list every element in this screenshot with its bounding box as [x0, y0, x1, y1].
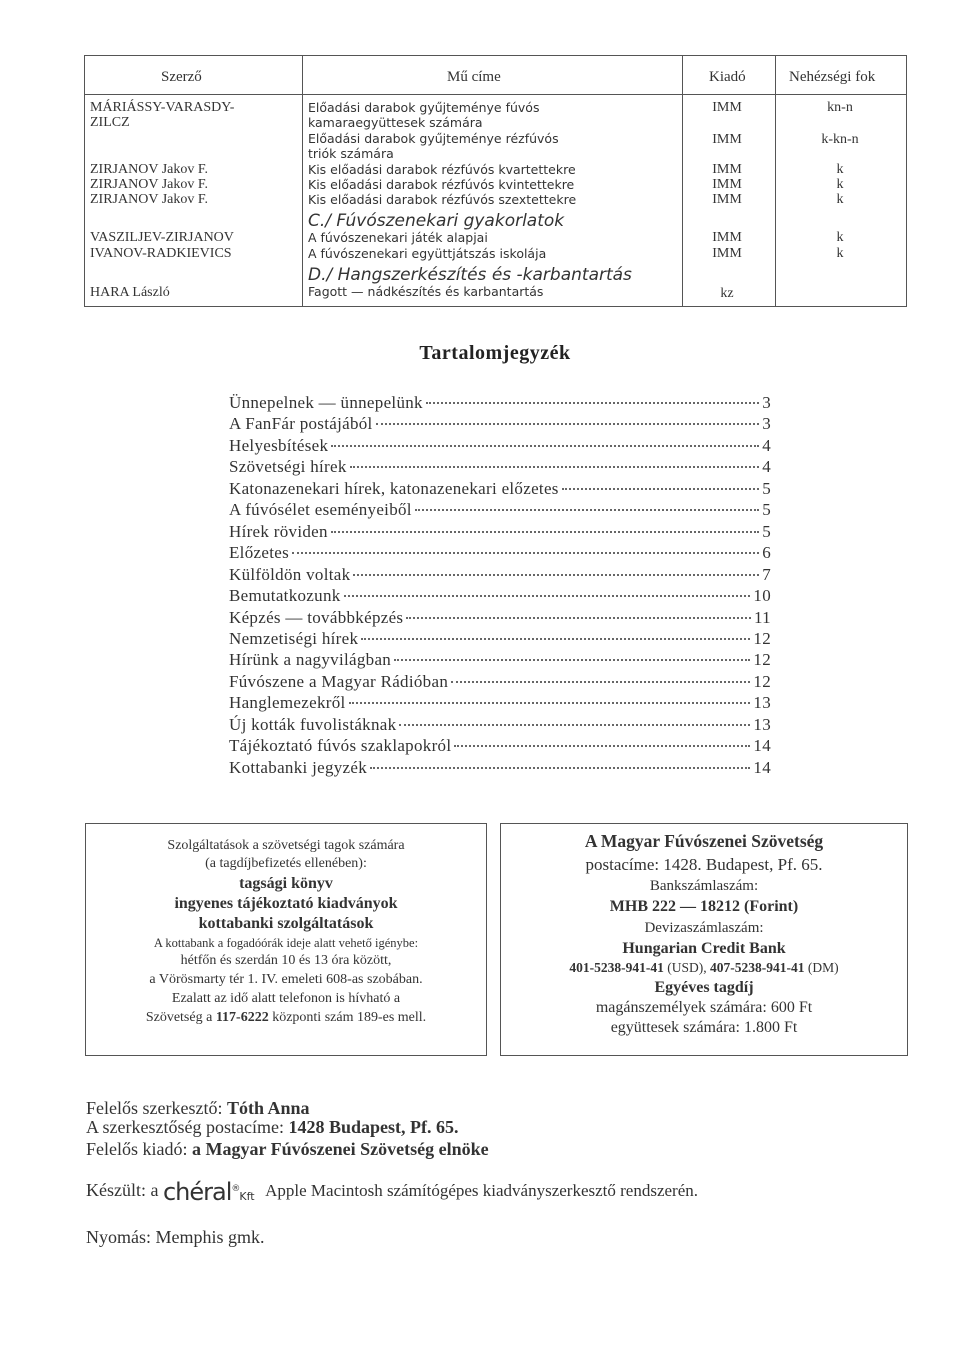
toc-entry-label: Fúvószene a Magyar Rádióban — [229, 671, 449, 691]
score-bank-phone-note: Ezalatt az idő alatt telefonon is hívható a — [171, 991, 401, 1006]
toc-leader-dots — [344, 595, 751, 597]
toc-entry — [229, 736, 771, 757]
association-name: A Magyar Fúvószenei Szövetség — [584, 831, 824, 851]
toc-entry-page: 5 — [762, 478, 771, 498]
toc-leader-dots — [353, 574, 759, 576]
fx-label: Devizaszámlaszám: — [644, 920, 764, 936]
bank-label: Bankszámlaszám: — [649, 878, 759, 894]
toc-leader-dots — [394, 659, 750, 661]
toc-entry-page: 13 — [753, 714, 771, 734]
toc-entry — [229, 393, 771, 414]
toc-leader-dots — [376, 423, 760, 425]
author-cell: ZIRJANOV Jakov F. — [90, 192, 209, 207]
services-box — [85, 823, 487, 1056]
author-cell: VASZILJEV-ZIRJANOV — [90, 230, 234, 245]
toc-leader-dots — [370, 767, 750, 769]
toc-entry — [229, 608, 771, 629]
toc-leader-dots — [331, 531, 759, 533]
title-cell: Fagott — nádkészítés és karbantartás — [308, 284, 544, 299]
toc-entry-page: 12 — [753, 628, 771, 648]
association-box — [500, 823, 908, 1056]
publisher-cell: IMM — [712, 177, 742, 192]
toc-entry — [229, 715, 771, 736]
score-bank-phone: Szövetség a 117-6222 központi szám 189-es mell. — [145, 1010, 427, 1025]
title-cell: Kis előadási darabok rézfúvós szextettekre — [308, 192, 577, 207]
column-divider — [302, 56, 303, 306]
toc-title: Tartalomjegyzék — [419, 342, 571, 364]
toc-entry-label: Hírünk a nagyvilágban — [229, 650, 392, 670]
toc-entry — [229, 758, 771, 779]
toc-leader-dots — [292, 552, 759, 554]
publisher-cell: IMM — [712, 100, 742, 115]
toc-entry-page: 10 — [753, 586, 771, 606]
toc-entry-page: 5 — [762, 500, 771, 520]
editor-line: Felelős szerkesztő: Tóth Anna — [86, 1098, 310, 1118]
services-condition: (a tagdíjbefizetés ellenében): — [205, 856, 367, 871]
author-cell: IVANOV-RADKIEVICS — [90, 246, 232, 261]
toc-leader-dots — [406, 617, 751, 619]
bank-account: MHB 222 — 18212 (Forint) — [609, 898, 799, 915]
toc-leader-dots — [361, 638, 750, 640]
difficulty-cell: k — [836, 162, 844, 177]
column-divider — [682, 56, 683, 306]
toc-entry-page: 3 — [762, 414, 771, 434]
title-cell: Előadási darabok gyűjteménye fúvós kamaraegyüttesek számára — [308, 100, 540, 130]
toc-entry-page: 12 — [753, 671, 771, 691]
fee-private: magánszemélyek számára: 600 Ft — [595, 999, 813, 1016]
toc-entry-page: 13 — [753, 693, 771, 713]
fee-groups: együttesek számára: 1.800 Ft — [610, 1019, 798, 1036]
fx-bank: Hungarian Credit Bank — [622, 940, 786, 957]
toc-entry — [229, 565, 771, 586]
toc-entry-label: Előzetes — [229, 543, 289, 563]
publisher-cell: IMM — [712, 132, 742, 147]
publisher-cell: IMM — [712, 162, 742, 177]
score-bank-note: A kottabank a fogadóórák ideje alatt vehető igénybe: — [153, 936, 419, 950]
author-cell: HARA László — [90, 285, 170, 300]
toc-leader-dots — [349, 702, 751, 704]
difficulty-cell: k — [836, 230, 844, 245]
toc-entry-label: Új kották fuvolistáknak — [229, 714, 397, 734]
header-title: Mű címe — [447, 69, 501, 85]
toc-entry — [229, 543, 771, 564]
made-line: Készült: a chéral®Kft Apple Macintosh számítógépes kiadványszerkesztő rendszerén. — [86, 1178, 699, 1206]
toc-leader-dots — [454, 745, 750, 747]
difficulty-cell: kn-n — [827, 100, 853, 115]
title-cell: Kis előadási darabok rézfúvós kvartettekre — [308, 162, 576, 177]
toc-entry-page: 12 — [753, 650, 771, 670]
score-bank-room: a Vörösmarty tér 1. IV. emeleti 608-as szobában. — [149, 972, 423, 987]
toc-entry-label: Bemutatkozunk — [229, 586, 341, 606]
toc-entry-label: Tájékoztató fúvós szaklapokról — [229, 736, 452, 756]
toc-leader-dots — [451, 681, 750, 683]
title-cell: Kis előadási darabok rézfúvós kvintettekre — [308, 177, 575, 192]
toc-entry-label: Nemzetiségi hírek — [229, 628, 359, 648]
service-membership-book: tagsági könyv — [239, 875, 333, 892]
toc-entry-page: 6 — [762, 543, 771, 563]
toc-leader-dots — [331, 445, 759, 447]
toc-entry — [229, 500, 771, 521]
service-score-bank: kottabanki szolgáltatások — [198, 915, 374, 932]
title-cell: A fúvószenekari együttjátszás iskolája — [308, 246, 547, 261]
toc-entry-label: Képzés — továbbképzés — [229, 607, 404, 627]
author-cell: ZIRJANOV Jakov F. — [90, 177, 209, 192]
header-difficulty: Nehézségi fok — [789, 69, 876, 85]
toc-entry-page: 3 — [762, 393, 771, 412]
fx-accounts: 401-5238-941-41 (USD), 407-5238-941-41 (DM) — [569, 960, 839, 975]
header-author: Szerző — [161, 69, 202, 85]
toc-entry-label: A FanFár postájából — [229, 414, 373, 434]
toc-leader-dots — [426, 402, 759, 404]
author-cell: ZIRJANOV Jakov F. — [90, 162, 209, 177]
toc-entry — [229, 436, 771, 457]
printer-line: Nyomás: Memphis gmk. — [86, 1227, 265, 1247]
difficulty-cell: k — [836, 192, 844, 207]
publisher-cell: IMM — [712, 230, 742, 245]
toc-entry-label: Helyesbítések — [229, 435, 329, 455]
toc-entry — [229, 693, 771, 714]
toc-leader-dots — [415, 509, 759, 511]
toc-entry-page: 7 — [762, 564, 771, 584]
toc-entry — [229, 672, 771, 693]
toc-entry-label: Hanglemezekről — [229, 693, 346, 713]
title-cell: A fúvószenekari játék alapjai — [308, 230, 488, 245]
toc-entry — [229, 479, 771, 500]
toc-entry — [229, 586, 771, 607]
publisher-line: Felelős kiadó: a Magyar Fúvószenei Szövetség elnöke — [86, 1139, 489, 1159]
toc-entry-page: 14 — [753, 736, 771, 756]
toc-entry-label: Hírek röviden — [229, 521, 328, 541]
association-postal: postacíme: 1428. Budapest, Pf. 65. — [585, 855, 823, 874]
toc-entry — [229, 522, 771, 543]
toc-entry — [229, 650, 771, 671]
section-heading-d: D./ Hangszerkészítés és -karbantartás — [308, 265, 632, 285]
header-divider — [85, 94, 906, 95]
difficulty-cell: k-kn-n — [821, 132, 859, 147]
fee-label: Egyéves tagdíj — [654, 979, 754, 996]
service-free-publications: ingyenes tájékoztató kiadványok — [174, 895, 398, 912]
publisher-cell: IMM — [712, 192, 742, 207]
toc-entry-label: Külföldön voltak — [229, 564, 351, 584]
toc-entry-label: Ünnepelnek — ünnepelünk — [229, 393, 423, 412]
office-line: A szerkesztőség postacíme: 1428 Budapest, Pf. 65. — [86, 1117, 459, 1137]
toc-entry-label: Kottabanki jegyzék — [229, 757, 368, 777]
difficulty-cell: k — [836, 246, 844, 261]
toc-entry — [229, 629, 771, 650]
toc-leader-dots — [562, 488, 759, 490]
toc-entry-page: 5 — [762, 521, 771, 541]
cheral-logo: chéral®Kft — [162, 1178, 255, 1206]
publisher-cell: IMM — [712, 246, 742, 261]
toc-entry — [229, 457, 771, 478]
score-bank-hours: hétfőn és szerdán 10 és 13 óra között, — [180, 953, 392, 968]
music-catalog-table — [84, 55, 907, 307]
title-cell: Előadási darabok gyűjteménye rézfúvós triók számára — [308, 131, 559, 161]
author-cell: MÁRIÁSSY-VARASDY- ZILCZ — [90, 100, 235, 130]
toc-entry-label: Szövetségi hírek — [229, 457, 347, 477]
difficulty-cell: k — [836, 177, 844, 192]
toc-entry-page: 4 — [762, 435, 771, 455]
section-heading-c: C./ Fúvószenekari gyakorlatok — [308, 211, 565, 231]
toc-entry — [229, 414, 771, 435]
services-intro: Szolgáltatások a szövetségi tagok számára — [167, 838, 405, 853]
toc-entry-page: 14 — [753, 757, 771, 777]
publisher-cell: kz — [720, 286, 734, 301]
toc-leader-dots — [350, 466, 760, 468]
header-publisher: Kiadó — [709, 69, 746, 85]
toc-entry-page: 4 — [762, 457, 771, 477]
toc-entry-label: Katonazenekari hírek, katonazenekari előzetes — [229, 478, 559, 498]
toc-entry-label: A fúvósélet eseményeiből — [229, 500, 412, 520]
toc-leader-dots — [399, 724, 750, 726]
toc-entry-page: 11 — [754, 607, 771, 627]
